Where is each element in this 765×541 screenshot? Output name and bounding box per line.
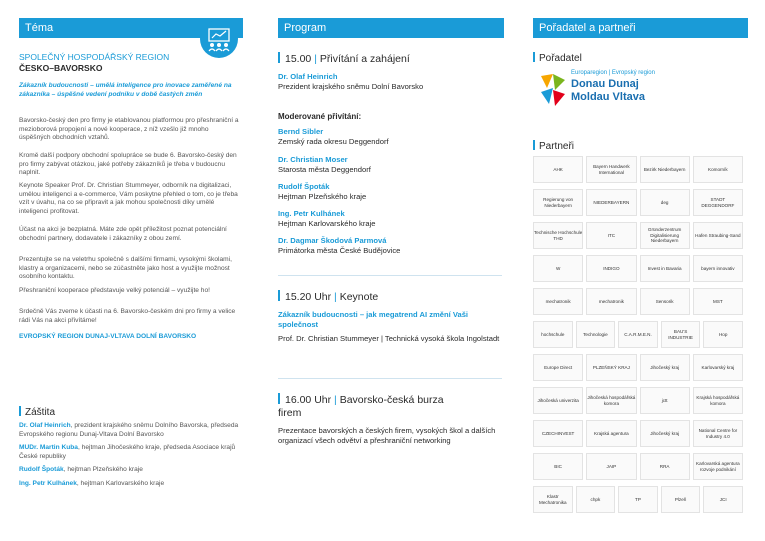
partner-logo: MST <box>693 288 743 315</box>
partner-logo: deg <box>640 189 690 216</box>
partner-logo: Technische Hochschule THD <box>533 222 583 249</box>
program-item-3-heading: 16.00 Uhr | Bavorsko-česká burza firem <box>278 394 444 419</box>
organizer-logo-line1: Europaregion | Evropský region <box>571 70 655 76</box>
section-header-tema: Téma <box>19 18 243 38</box>
fair-description: Prezentace bavorských a českých firem, vysokých škol a dalších organizací všech odvětví a přeshraniční networking <box>278 426 496 445</box>
section-header-partners: Pořadatel a partneři <box>533 18 748 38</box>
intro-paragraph-1: Bavorsko-český den pro firmy je etablovanou platformou pro přeshraniční a mezioborová propojení a nové kooperace, z níž vzešlo již mnoho úspěšných obchodních vztahů. <box>19 117 239 142</box>
intro-paragraph-7: Srdečně Vás zveme k účasti na 6. Bavorsko-českém dni pro firmy a velice rádi Vás na akci přivítáme! <box>19 308 236 324</box>
keynote-topic: Zákazník budoucnosti – jak megatrend AI změní Vaši společnost <box>278 310 469 329</box>
partner-logo: Hop <box>703 321 743 348</box>
partner-logo: Bayern Handwerk International <box>586 156 636 183</box>
topic-lead: Zákazník budoucnosti – umělá inteligence pro inovace zaměřené na zákazníka – úspěšné vedení podniku v době častých změn <box>19 82 232 98</box>
column-tema <box>19 0 243 541</box>
intro-paragraph-6: Přeshraniční kooperace představuje velký potenciál – využijte ho! <box>19 287 210 294</box>
program-item-2-heading: 15.20 Uhr | Keynote <box>278 290 378 304</box>
partner-logo: INDIGO <box>586 255 636 282</box>
zastita-item: Ing. Petr Kulhánek, hejtman Karlovarského kraje <box>19 480 165 487</box>
partner-logo: AHK <box>533 156 583 183</box>
partner-logo: Europe Direct <box>533 354 583 381</box>
signature: EVROPSKÝ REGION DUNAJ-VLTAVA DOLNÍ BAVORSKO <box>19 333 197 340</box>
partner-logo: Technologie <box>576 321 616 348</box>
moderated-welcome-label: Moderované přivítání: <box>278 112 362 121</box>
partner-logo: PLZEŇSKÝ KRAJ <box>586 354 636 381</box>
speaker: Ing. Petr Kulhánek Hejtman Karlovarského kraje <box>278 209 376 228</box>
intro-paragraph-5: Prezentujte se na veletrhu společně s dalšími firmami, vysokými školami, klastry a organizacemi, nebo se zúčastněte jako host a využijte možnost osobního kontaktu. <box>19 256 232 281</box>
column-program <box>278 0 504 541</box>
partner-logo: Plzeň <box>661 486 701 513</box>
speaker: Dr. Olaf Heinrich Prezident krajského sněmu Dolní Bavorsko <box>278 72 424 91</box>
partner-logo: CZECHINVEST <box>533 420 583 447</box>
partner-logo: Komorník <box>693 156 743 183</box>
partner-logo: JCI <box>703 486 743 513</box>
organizer-logo-line3: Moldau Vltava <box>571 91 645 103</box>
region-title <box>19 52 169 73</box>
partner-logo: Invest in Bavaria <box>640 255 690 282</box>
partner-logo: chpk <box>576 486 616 513</box>
partner-logo: Krajská hospodářská komora <box>693 387 743 414</box>
partner-logo: JAIP <box>586 453 636 480</box>
partner-logo: National Centre for Industry 4.0 <box>693 420 743 447</box>
partner-logo: Jihočeská hospodářská komora <box>586 387 636 414</box>
keynote-speaker: Prof. Dr. Christian Stummeyer | Technická vysoká škola Ingolstadt <box>278 334 500 343</box>
partner-logo: mechatronik <box>586 288 636 315</box>
partner-logo: STADT DEGGENDORF <box>693 189 743 216</box>
partner-logo: Gründerzentrum Digitalisierung Niederbayern <box>640 222 690 249</box>
partner-logo: Hafen Straubing-Sand <box>693 222 743 249</box>
group-presentation-icon <box>200 20 238 58</box>
partner-logo: Karlovarský kraj <box>693 354 743 381</box>
partner-logo: Jihočeský kraj <box>640 420 690 447</box>
partner-logo: Jihočeský kraj <box>640 354 690 381</box>
section-header-program: Program <box>278 18 504 38</box>
zastita-item: Dr. Olaf Heinrich, prezident krajského sněmu Dolního Bavorska, předseda Evropského regionu Dunaj-Vltava Dolní Bavorsko <box>19 422 239 438</box>
partner-logo: Regierung von Niederbayern <box>533 189 583 216</box>
organizer-title: Pořadatel <box>533 52 582 64</box>
speaker: Bernd Sibler Zemský rada okresu Deggendorf <box>278 127 389 146</box>
column-partners <box>533 0 748 541</box>
partner-logo: Bezirk Niederbayern <box>640 156 690 183</box>
partner-logo: NIEDERBAYERN <box>586 189 636 216</box>
partner-logo: bayern innovativ <box>693 255 743 282</box>
partner-logo: mechatronik <box>533 288 583 315</box>
partner-logo: Krajská agentura <box>586 420 636 447</box>
organizer-logo <box>537 66 687 112</box>
region-title-line1: SPOLEČNÝ HOSPODÁŘSKÝ REGION <box>19 52 170 62</box>
divider <box>278 378 502 379</box>
speaker: Dr. Christian Moser Starosta města Deggendorf <box>278 155 371 174</box>
organizer-logo-line2: Donau Dunaj <box>571 78 639 90</box>
partner-logo: TP <box>618 486 658 513</box>
partner-logo: ITC <box>586 222 636 249</box>
partners-title: Partneři <box>533 140 574 152</box>
intro-paragraph-4: Účast na akci je bezplatná. Máte zde opět příležitost poznat potenciální obchodní partnery, dodavatele i zákazníky z obou zemí. <box>19 226 227 242</box>
partner-logo: C.A.R.M.E.N. <box>618 321 658 348</box>
partner-logo: jctt <box>640 387 690 414</box>
zastita-item: Rudolf Špoták, hejtman Plzeňského kraje <box>19 466 143 473</box>
intro-paragraph-3: Keynote Speaker Prof. Dr. Christian Stummeyer, odborník na digitalizaci, umělou inteligenci a e-commerce, Vám poskytne přehled o tom, co je třeba vzít v úvahu, na co se připravit a jak mohou společnosti díky umělé inteligenci profitovat. <box>19 182 238 215</box>
partner-logo: Karlovarská agentura rozvoje podnikání <box>693 453 743 480</box>
partner-logo: W <box>533 255 583 282</box>
region-title-line2: ČESKO–BAVORSKO <box>19 62 103 73</box>
zastita-item: MUDr. Martin Kuba, hejtman Jihočeského kraje, předseda Asociace krajů České republiky <box>19 444 236 460</box>
partner-logo: BIC <box>533 453 583 480</box>
zastita-title: Záštita <box>19 406 55 418</box>
speaker: Dr. Dagmar Škodová Parmová Primátorka města České Budějovice <box>278 236 401 255</box>
partner-logo: Klastr Mechatronika <box>533 486 573 513</box>
partner-logo: hochschule <box>533 321 573 348</box>
divider <box>278 275 502 276</box>
partner-logo: BAU'S INDUSTRIE <box>661 321 701 348</box>
partner-logo: Jihočeská univerzita <box>533 387 583 414</box>
speaker: Rudolf Špoták Hejtman Plzeňského kraje <box>278 182 367 201</box>
partner-logo: Sensorik <box>640 288 690 315</box>
intro-paragraph-2: Kromě další podpory obchodní spolupráce se bude 6. Bavorsko-český den pro firmy zabývat otázkou, jaké potřeby zákazníků je třeba v budoucnu naplnit. <box>19 152 237 177</box>
partner-logo: RRA <box>640 453 690 480</box>
program-item-1-heading: 15.00 | Přivítání a zahájení <box>278 52 410 66</box>
